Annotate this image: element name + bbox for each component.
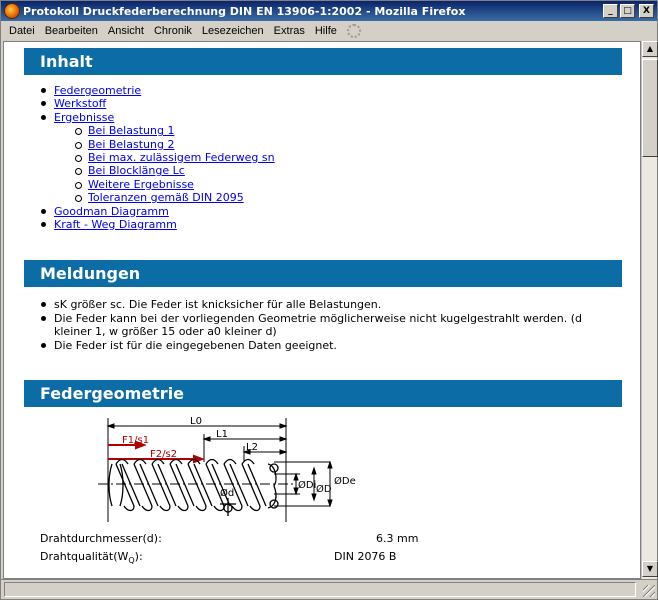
toc-item — [40, 84, 275, 97]
title-bar — [1, 1, 657, 21]
toc-link-toleranzen[interactable]: Toleranzen gemäß DIN 2095 — [88, 191, 244, 205]
messages-list — [40, 298, 620, 352]
window-title: Protokoll Druckfederberechnung DIN EN 13906-1:2002 - Mozilla Firefox — [23, 4, 466, 18]
label-l1: L1 — [216, 429, 228, 440]
property-label-drahtqualitaet — [40, 550, 143, 565]
menu-datei[interactable]: Datei — [9, 25, 35, 37]
message-item: Die Feder kann bei der vorliegenden Geometrie möglicherweise nicht kugelgestrahlt werden. (d kleiner 1, w größer 15 oder a0 kleiner d) — [40, 312, 620, 339]
scrollbar-thumb[interactable] — [642, 59, 658, 157]
toc-subitem — [74, 151, 275, 164]
section-heading-federgeometrie: Federgeometrie — [24, 380, 622, 407]
menu-hilfe[interactable]: Hilfe — [314, 25, 337, 37]
toc-item — [40, 218, 275, 231]
toc-link-federgeometrie[interactable]: Federgeometrie — [54, 84, 142, 97]
scroll-up-arrow-icon[interactable]: ▲ — [642, 41, 658, 57]
spring-drawing — [94, 416, 364, 528]
label-l2: L2 — [246, 442, 258, 453]
toc-link-goodman[interactable]: Goodman Diagramm — [54, 204, 169, 218]
label-d-mean: ØD — [316, 484, 332, 495]
property-value-drahtdurchmesser: 6.3 mm — [376, 532, 419, 545]
menu-extras[interactable]: Extras — [273, 25, 305, 37]
message-item: sK größer sc. Die Feder ist knicksicher für alle Belastungen. — [40, 298, 620, 312]
toc-item — [40, 97, 275, 110]
toc-item — [40, 205, 275, 218]
property-label-main: Drahtqualität(W — [40, 550, 129, 563]
toc-subitem — [74, 191, 275, 204]
message-item: Die Feder ist für die eingegebenen Daten geeignet. — [40, 339, 620, 353]
property-label-tail: ): — [134, 550, 143, 563]
label-f1-s1: F1/s1 — [122, 435, 150, 446]
label-d-wire: Ød — [220, 488, 235, 499]
toc-subitem — [74, 124, 275, 137]
toc-link-kraft-weg[interactable]: Kraft - Weg Diagramm — [54, 218, 177, 232]
label-di: ØDi — [298, 480, 317, 491]
toc-subitem — [74, 178, 275, 191]
property-value-drahtqualitaet: DIN 2076 B — [334, 550, 397, 563]
toc-sublist — [54, 124, 275, 204]
toc-link-belastung-2[interactable]: Bei Belastung 2 — [88, 137, 175, 151]
table-of-contents — [40, 84, 275, 231]
property-label-subscript: Q — [128, 556, 135, 566]
section-heading-meldungen: Meldungen — [24, 260, 622, 287]
status-bar — [1, 579, 657, 599]
menu-ansicht[interactable]: Ansicht — [107, 25, 144, 37]
vertical-scrollbar[interactable] — [641, 41, 657, 579]
throbber-icon — [347, 24, 361, 38]
menu-bar — [1, 21, 657, 41]
section-heading-inhalt: Inhalt — [24, 48, 622, 75]
scroll-down-arrow-icon[interactable]: ▼ — [642, 561, 658, 577]
label-de: ØDe — [334, 476, 356, 487]
toc-link-ergebnisse[interactable]: Ergebnisse — [54, 110, 115, 124]
toc-link-max-federweg[interactable]: Bei max. zulässigem Federweg sn — [88, 151, 275, 165]
firefox-icon — [4, 3, 20, 19]
toc-link-belastung-1[interactable]: Bei Belastung 1 — [88, 124, 175, 138]
toc-link-weitere-ergebnisse[interactable]: Weitere Ergebnisse — [88, 177, 194, 191]
maximize-button[interactable]: □ — [620, 4, 635, 18]
label-l0: L0 — [190, 416, 202, 427]
toc-subitem — [74, 164, 275, 177]
property-label-drahtdurchmesser: Drahtdurchmesser(d): — [40, 532, 162, 545]
page-content — [3, 41, 641, 579]
toc-item — [40, 111, 275, 205]
status-panel — [4, 582, 636, 597]
toc-link-blocklaenge[interactable]: Bei Blocklänge Lc — [88, 164, 185, 178]
minimize-button[interactable]: _ — [603, 4, 618, 18]
menu-chronik[interactable]: Chronik — [153, 25, 192, 37]
toc-link-werkstoff[interactable]: Werkstoff — [54, 97, 107, 111]
toc-subitem — [74, 138, 275, 151]
menu-bearbeiten[interactable]: Bearbeiten — [44, 25, 98, 37]
resize-grip-icon[interactable] — [643, 585, 655, 597]
label-f2-s2: F2/s2 — [150, 449, 178, 460]
close-button[interactable]: X — [639, 4, 654, 18]
menu-lesezeichen[interactable]: Lesezeichen — [201, 25, 264, 37]
